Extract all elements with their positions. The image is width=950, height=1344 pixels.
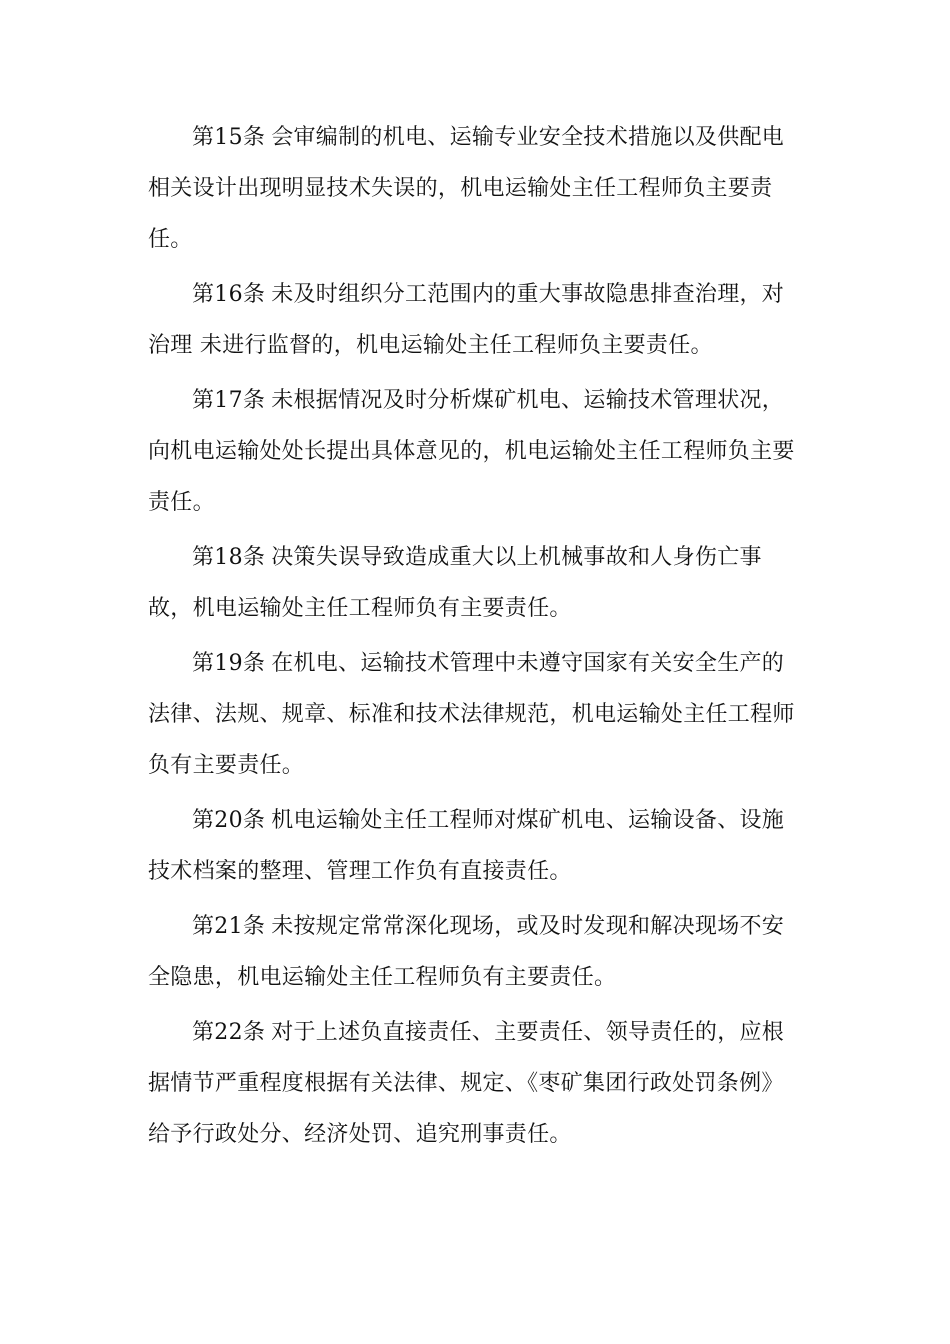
article-number: 第17条 xyxy=(192,388,266,413)
article-text: 机电运输处主任工程师对煤矿机电、运输设备、设施技术档案的整理、管理工作负有直接责任。 xyxy=(148,808,785,884)
article-text: 对于上述负直接责任、主要责任、领导责任的，应根据情节严重程度根据有关法律、规定、《枣矿集团行政处罚条例》给予行政处分、经济处罚、追究刑事责任。 xyxy=(148,1020,785,1147)
article-17 xyxy=(148,375,798,528)
article-20 xyxy=(148,795,798,897)
article-text: 未按规定常常深化现场，或及时发现和解决现场不安全隐患，机电运输处主任工程师负有主要责任。 xyxy=(148,914,785,990)
article-19 xyxy=(148,638,798,791)
article-number: 第16条 xyxy=(192,282,266,307)
article-text: 未根据情况及时分析煤矿机电、运输技术管理状况，向机电运输处处长提出具体意见的，机电运输处主任工程师负主要责任。 xyxy=(148,388,795,515)
article-number: 第21条 xyxy=(192,914,266,939)
article-18 xyxy=(148,532,798,634)
article-number: 第20条 xyxy=(192,808,266,833)
article-text: 未及时组织分工范围内的重大事故隐患排查治理，对治理 未进行监督的，机电运输处主任工程师负主要责任。 xyxy=(148,282,785,358)
article-15 xyxy=(148,112,798,265)
article-number: 第19条 xyxy=(192,651,266,676)
article-22 xyxy=(148,1007,798,1160)
article-21 xyxy=(148,901,798,1003)
article-16 xyxy=(148,269,798,371)
document-body xyxy=(148,112,798,1164)
article-text: 在机电、运输技术管理中未遵守国家有关安全生产的法律、法规、规章、标准和技术法律规范，机电运输处主任工程师负有主要责任。 xyxy=(148,651,795,778)
article-text: 会审编制的机电、运输专业安全技术措施以及供配电相关设计出现明显技术失误的，机电运输处主任工程师负主要责任。 xyxy=(148,125,785,252)
article-text: 决策失误导致造成重大以上机械事故和人身伤亡事故，机电运输处主任工程师负有主要责任。 xyxy=(148,545,762,621)
article-number: 第22条 xyxy=(192,1020,266,1045)
article-number: 第15条 xyxy=(192,125,266,150)
article-number: 第18条 xyxy=(192,545,266,570)
